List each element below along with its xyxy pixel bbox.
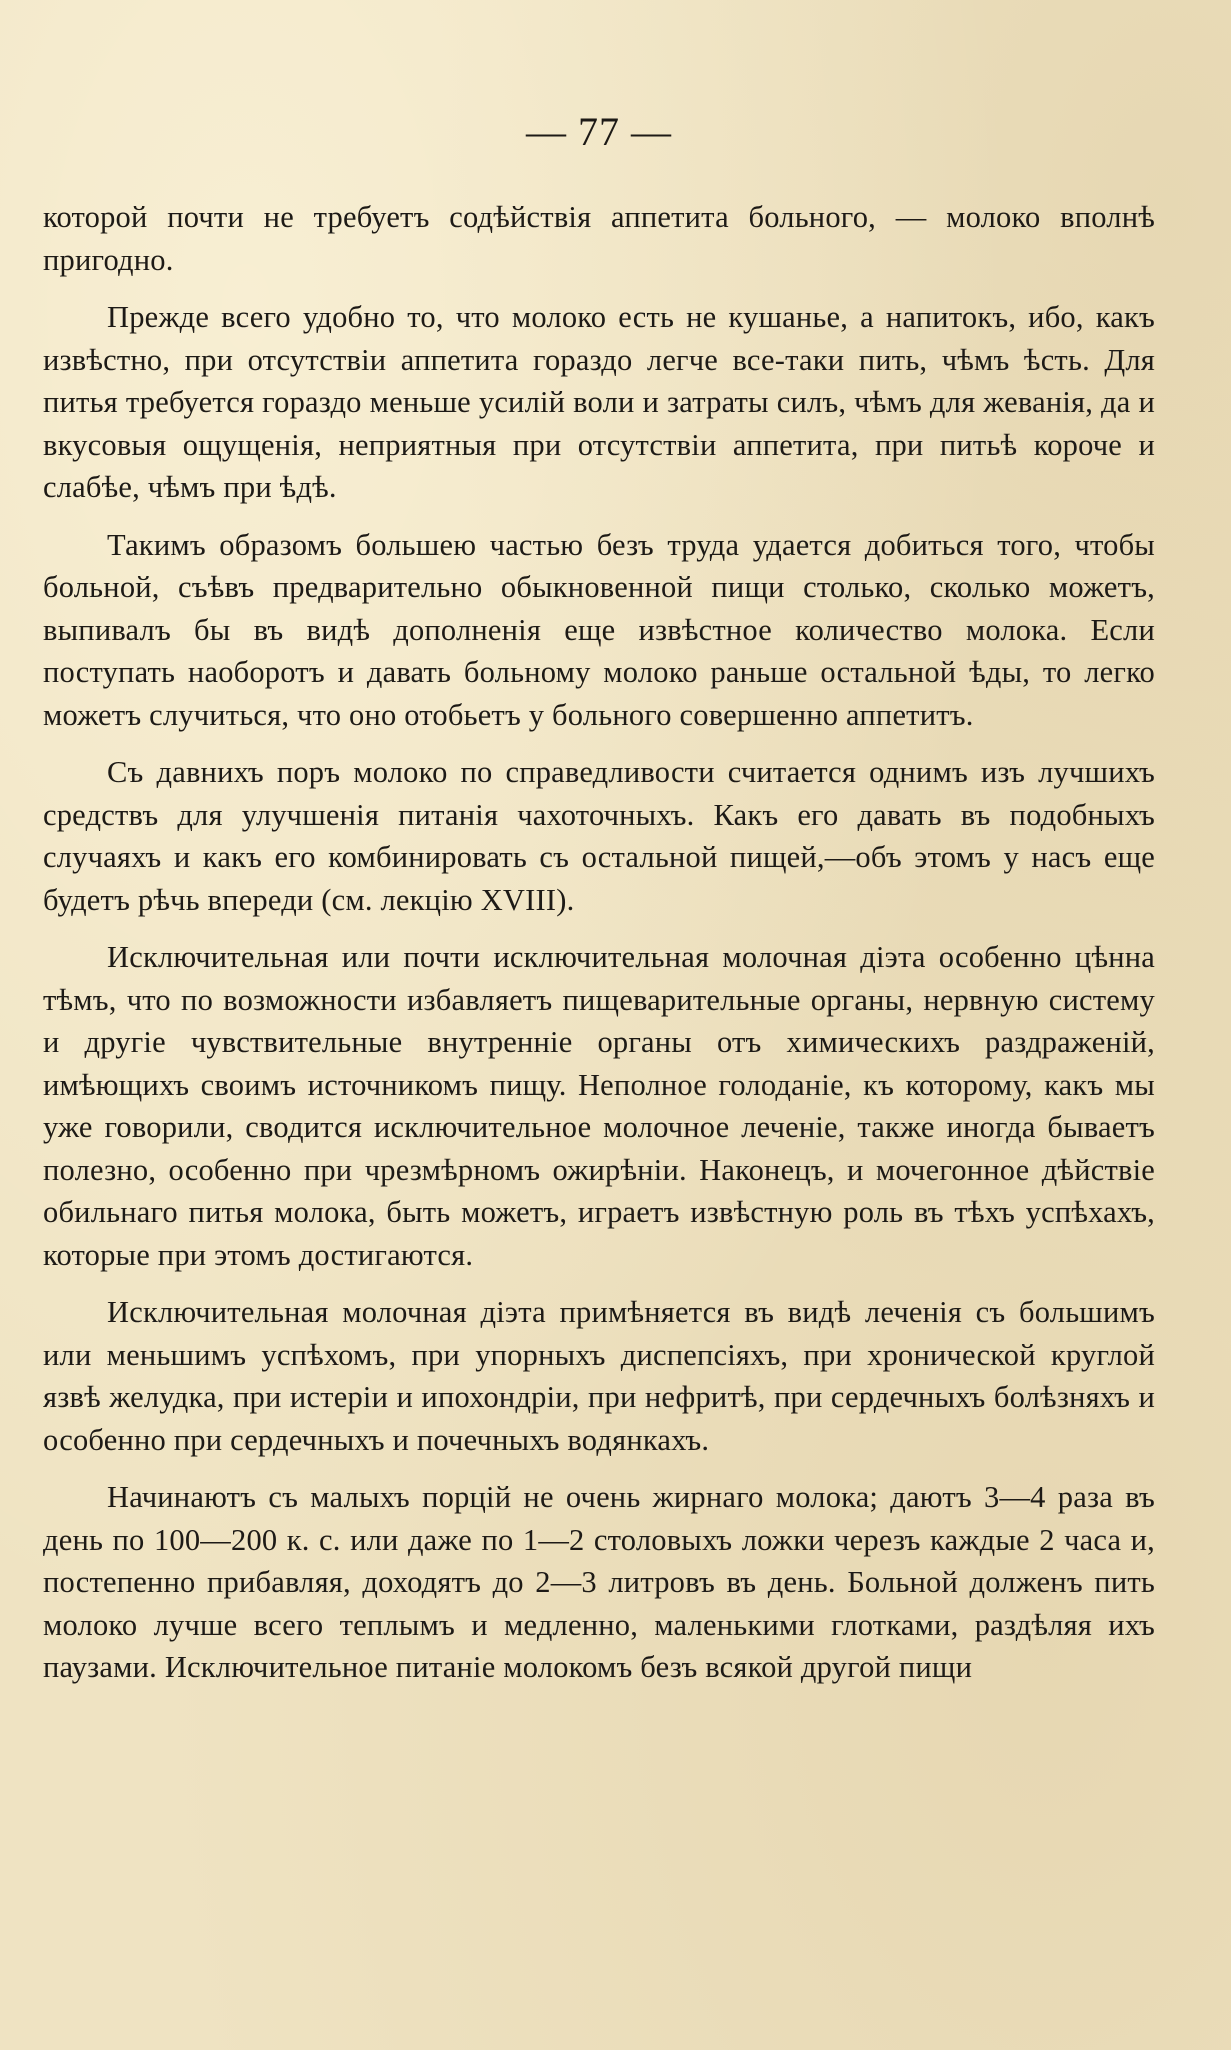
page-body [43, 196, 1155, 1689]
paragraph-milk-diet-value: Исключительная или почти исключительная молочная діэта особенно цѣнна тѣмъ, что по возможности избавляетъ пищеварительные органы, нервную систему и другіе чувствительные внутренніе органы отъ химическихъ раздраженій, имѣющихъ своимъ источникомъ пищу. Неполное голоданіе, къ которому, какъ мы уже говорили, сводится исключительное молочное леченіе, также иногда бываетъ полезно, особенно при чрезмѣрномъ ожирѣніи. Наконецъ, и мочегонное дѣйствіе обильнаго питья молока, быть можетъ, играетъ извѣстную роль въ тѣхъ успѣхахъ, которые при этомъ достигаются. [43, 940, 1155, 1272]
paragraph-milk-for-consumptives: Съ давнихъ поръ молоко по справедливости считается однимъ изъ лучшихъ средствъ для улучшенія питанія чахоточныхъ. Какъ его давать въ подобныхъ случаяхъ и какъ его комбинировать съ остальной пищей,—объ этомъ у насъ еще будетъ рѣчь впереди (см. лекцію XVIII). [43, 755, 1155, 917]
paragraph-milk-diet-dosage: Начинаютъ съ малыхъ порцій не очень жирнаго молока; даютъ 3—4 раза въ день по 100—200 к. с. или даже по 1—2 столовыхъ ложки черезъ каждые 2 часа и, постепенно прибавляя, доходятъ до 2—3 литровъ въ день. Больной долженъ пить молоко лучше всего теплымъ и медленно, маленькими глотками, раздѣляя ихъ паузами. Исключительное питаніе молокомъ безъ всякой другой пищи [43, 1480, 1155, 1684]
paragraph-milk-diet-indications: Исключительная молочная діэта примѣняется въ видѣ леченія съ большимъ или меньшимъ успѣхомъ, при упорныхъ диспепсіяхъ, при хронической круглой язвѣ желудка, при истеріи и ипохондріи, при нефритѣ, при сердечныхъ болѣзняхъ и особенно при сердечныхъ и почечныхъ водянкахъ. [43, 1295, 1155, 1457]
paragraph-continuation: которой почти не требуетъ содѣйствія аппетита больного, — молоко вполнѣ пригодно. [43, 200, 1155, 277]
paragraph-milk-after-meal: Такимъ образомъ большею частью безъ труда удается добиться того, чтобы больной, съѣвъ предварительно обыкновенной пищи столько, сколько можетъ, выпивалъ бы въ видѣ дополненія еще извѣстное количество молока. Если поступать наоборотъ и давать больному молоко раньше остальной ѣды, то легко можетъ случиться, что оно отобьетъ у больного совершенно аппетитъ. [43, 527, 1155, 732]
paragraph-milk-as-drink: Прежде всего удобно то, что молоко есть не кушанье, а напитокъ, ибо, какъ извѣстно, при отсутствіи аппетита гораздо легче все-таки пить, чѣмъ ѣсть. Для питья требуется гораздо меньше усилій воли и затраты силъ, чѣмъ для жеванія, да и вкусовыя ощущенія, неприятныя при отсутствіи аппетита, при питьѣ короче и слабѣе, чѣмъ при ѣдѣ. [43, 300, 1155, 504]
page-number: — 77 — [526, 109, 672, 154]
